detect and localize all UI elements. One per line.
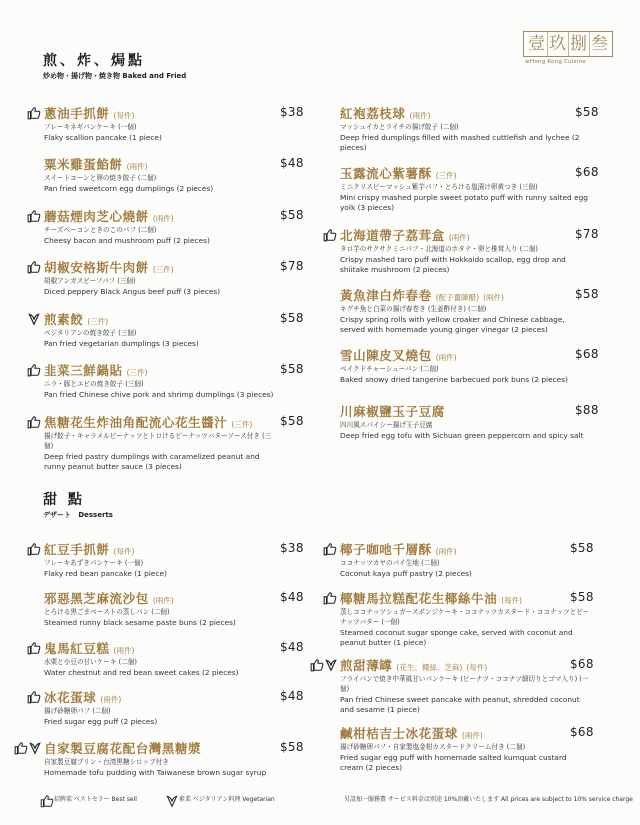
- dish-price: $68: [575, 165, 599, 179]
- menu-item-header: [44, 310, 274, 328]
- portion-tag: (每件): [113, 547, 135, 556]
- portion-tag: (兩件): [483, 293, 504, 302]
- dish-name-japanese: フライパンで焼き中華風甘いパンケーキ (ピーナツ・ココナツ細切りとゴマ入り) (一個): [340, 675, 589, 693]
- menu-item-header: [340, 724, 590, 742]
- dish-name-japanese: 揚げ餃子・キャラメルピーナッツとトロけるピーナッツバターソース付き (三個): [44, 432, 272, 450]
- menu-item-header: [340, 540, 590, 558]
- section-fried-header: [43, 53, 186, 81]
- thumb-up-icon: [27, 641, 41, 655]
- section-subtitle: デザート Desserts: [43, 511, 113, 519]
- menu-item-header: [340, 656, 590, 674]
- leaf-icon: [324, 658, 338, 672]
- dish-name-japanese: とろける黒ごまペーストの蒸しパン (二個): [44, 608, 170, 616]
- dish-price: $48: [280, 640, 304, 654]
- dish-name-english: Pan fried vegetarian dumplings (3 pieces): [44, 338, 199, 348]
- dish-name-english: Crispy mashed taro puff with Hokkaido scallop, egg drop and shiitake mushroom (2 pieces): [340, 254, 566, 274]
- dish-price: $88: [575, 403, 599, 417]
- dish-name-english: Baked snowy dried tangerine barbecued pork buns (2 pieces): [340, 374, 568, 384]
- menu-item-header: [44, 589, 274, 607]
- thumb-up-icon: [40, 794, 52, 806]
- dish-name-english: Coconut kaya puff pastry (2 pieces): [340, 568, 472, 578]
- menu-item-header: [340, 402, 590, 420]
- thumb-up-icon: [323, 228, 337, 242]
- portion-tag: (兩件): [448, 233, 470, 242]
- dish-price: $78: [575, 227, 599, 241]
- section-subtitle: 炒め物・揚げ物・焼き物 Baked and Fried: [43, 72, 187, 80]
- menu-item: [340, 286, 590, 335]
- dish-name-japanese: ミニクリスピーマッシュ紫芋パフ・とろける塩漬け卵黄つき (三個): [340, 183, 538, 191]
- thumb-up-icon: [27, 363, 41, 377]
- dish-name: 北海道帶子荔茸盒: [340, 228, 445, 243]
- menu-item-header: [44, 739, 274, 757]
- dish-name: 胡椒安格斯牛肉餅: [44, 260, 149, 275]
- dish-name-japanese: マッシュイカとライチの揚げ餃子 (二個): [340, 123, 459, 131]
- menu-item-header: [44, 361, 274, 379]
- dish-price: $48: [280, 689, 304, 703]
- menu-item: [340, 226, 590, 275]
- menu-item: [44, 739, 274, 778]
- menu-item-header: [44, 688, 274, 706]
- dish-price: $68: [570, 657, 594, 671]
- dish-name-english: Steamed coconut sugar sponge cake, served with coconut and peanut butter (1 piece): [340, 627, 573, 647]
- dish-name: 韭菜三鮮鍋貼: [44, 363, 123, 378]
- dish-name-english: Deep fried dumplings filled with mashed cuttlefish and lychee (2 pieces): [340, 132, 580, 152]
- dish-price: $58: [575, 287, 599, 301]
- dish-price: $58: [570, 590, 594, 604]
- menu-item: [44, 540, 274, 579]
- leaf-icon: [27, 312, 41, 326]
- menu-item: [44, 207, 274, 246]
- dish-name-english: Crispy spring rolls with yellow croaker and Chinese cabbage, served with homemade young ginger vinegar (2 pieces): [340, 314, 565, 334]
- dish-name-japanese: キグチ魚と白菜の揚げ春巻き (生姜酢付き) (二個): [340, 305, 487, 313]
- dish-name: 鹹柑桔吉士冰花蛋球: [340, 726, 458, 741]
- dish-name-japanese: タロ芋のサクサクミニパフ・北海道のホタテ・卵と椎茸入り (二個): [340, 245, 538, 253]
- dish-name: 蔥油手抓餅: [44, 106, 110, 121]
- portion-tag: (兩件): [435, 353, 457, 362]
- thumb-up-icon: [14, 741, 28, 755]
- thumb-up-icon: [323, 542, 337, 556]
- dish-price: $68: [575, 347, 599, 361]
- portion-tag: (配子薑陳醋): [435, 293, 480, 302]
- portion-tag: (兩件): [126, 162, 148, 171]
- dish-name-japanese: 蒸しココナッツシュガースポンジケーキ・ココナッツカスタード・ココナッツとピーナッツバター (一個): [340, 608, 590, 626]
- thumb-up-icon: [323, 591, 337, 605]
- portion-tag: (兩件): [113, 646, 135, 655]
- portion-tag: (花生、椰絲、芝麻): [396, 663, 463, 672]
- menu-item: [340, 346, 590, 385]
- dish-name: 煎甜薄罉: [340, 658, 393, 673]
- menu-item-header: [340, 286, 590, 304]
- dish-name-english: Pan fried sweetcorn egg dumplings (2 pieces): [44, 183, 214, 193]
- dish-name: 粟米雞蛋餡餅: [44, 157, 123, 172]
- dish-name: 蘑菇煙肉芝心燒餅: [44, 209, 149, 224]
- portion-tag: (三件): [231, 420, 253, 429]
- dish-name-english: Flaky red bean pancake (1 piece): [44, 568, 167, 578]
- menu-item: [44, 361, 274, 400]
- section-title: 甜 點: [43, 492, 85, 508]
- portion-tag: (兩件): [152, 596, 174, 605]
- dish-name: 玉露流心紫薯酥: [340, 166, 432, 181]
- menu-item: [340, 402, 590, 441]
- portion-tag: (三件): [435, 171, 457, 180]
- restaurant-logo: [523, 31, 613, 77]
- logo-char: 叁: [591, 34, 608, 54]
- dish-name: 川麻椒鹽玉子豆腐: [340, 404, 445, 419]
- leaf-icon: [165, 794, 177, 806]
- menu-item: [340, 540, 590, 579]
- section-dessert-header: [43, 492, 113, 520]
- thumb-up-icon: [27, 542, 41, 556]
- dish-name-english: Pan fried Chinese sweet pancake with peanut, shredded coconut and sesame (1 piece): [340, 694, 580, 714]
- menu-item: [340, 589, 590, 648]
- menu-item: [340, 656, 590, 715]
- thumb-up-icon: [27, 209, 41, 223]
- dish-name: 椰糖馬拉糕配花生椰絲牛油: [340, 591, 498, 606]
- section-title: 煎、炸、焗點: [43, 53, 145, 69]
- dish-price: $58: [575, 105, 599, 119]
- dish-name: 自家製豆腐花配台灣黑糖漿: [44, 741, 202, 756]
- dish-price: $58: [570, 541, 594, 555]
- logo-subtitle: ≡Hong Kong Cuisine: [525, 59, 586, 65]
- thumb-up-icon: [27, 690, 41, 704]
- dish-name-japanese: 揚げ砂糖卵パフ (二個): [44, 707, 111, 715]
- portion-tag: (兩件): [100, 695, 122, 704]
- portion-tag: (每件): [501, 596, 523, 605]
- dish-name-japanese: 四川風スパイシー揚げ玉子豆腐: [340, 421, 433, 429]
- portion-tag: (每件): [466, 663, 488, 672]
- portion-tag: (兩件): [409, 111, 431, 120]
- menu-item-header: [340, 226, 590, 244]
- dish-name: 煎素餃: [44, 312, 84, 327]
- portion-tag: (兩件): [461, 731, 483, 740]
- dish-name-japanese: スイートコーンと卵の焼き餃子 (二個): [44, 174, 157, 182]
- dish-name-japanese: ココナッツカヤのパイ生地 (二個): [340, 559, 440, 567]
- dish-name-english: Water chestnut and red bean sweet cakes (2 pieces): [44, 667, 239, 677]
- dish-name-english: Steamed runny black sesame paste buns (2 pieces): [44, 617, 236, 627]
- dish-name: 黃魚津白炸春卷: [340, 288, 432, 303]
- dish-name-english: Pan fried Chinese chive pork and shrimp dumplings (3 pieces): [44, 389, 274, 399]
- menu-item: [340, 724, 590, 773]
- menu-item-header: [44, 258, 274, 276]
- dish-price: $58: [280, 208, 304, 222]
- portion-tag: (兩件): [435, 547, 457, 556]
- menu-item-header: [44, 413, 274, 431]
- dish-name-japanese: フレーキあずきパンケーキ (一個): [44, 559, 144, 567]
- menu-item-header: [44, 639, 274, 657]
- menu-item: [44, 413, 274, 472]
- logo-char: 壹: [527, 32, 548, 56]
- dish-name-english: Mini crispy mashed purple sweet potato puff with runny salted egg yolk (3 pieces): [340, 192, 588, 212]
- dish-price: $38: [280, 541, 304, 555]
- dish-name-japanese: チーズベーコンときのこのパフ (二個): [44, 226, 157, 234]
- dish-name-japanese: ニラ・豚とエビの焼き餃子 (三個): [44, 380, 144, 388]
- menu-item-header: [44, 155, 274, 173]
- dish-name-english: Cheesy bacon and mushroom puff (2 pieces): [44, 235, 210, 245]
- menu-item: [340, 104, 590, 153]
- dish-name-english: Deep fried pastry dumplings with caramelized peanut and runny peanut butter sauce (3 pieces): [44, 451, 260, 471]
- dish-price: $58: [280, 414, 304, 428]
- dish-name: 紅豆手抓餅: [44, 542, 110, 557]
- dish-price: $58: [280, 311, 304, 325]
- dish-name-japanese: 水栗と小豆の甘いケーキ (二個): [44, 658, 137, 666]
- dish-name: 鬼馬紅豆糕: [44, 641, 110, 656]
- dish-name-japanese: 揚げ砂糖卵パフ・自家製塩金柑カスタードクリーム付き (二個): [340, 743, 526, 751]
- dish-name-english: Homemade tofu pudding with Taiwanese brown sugar syrup: [44, 767, 267, 777]
- dish-name: 邪惡黑芝麻流沙包: [44, 591, 149, 606]
- menu-item-header: [340, 589, 590, 607]
- menu-item: [44, 155, 274, 194]
- portion-tag: (每件): [113, 111, 135, 120]
- thumb-up-icon: [310, 658, 324, 672]
- dish-name-english: Fried sugar egg puff (2 pieces): [44, 716, 158, 726]
- menu-item-header: [44, 207, 274, 225]
- dish-name: 冰花蛋球: [44, 690, 97, 705]
- dish-name-japanese: ベイクドチャーシューパン (二個): [340, 365, 439, 373]
- dish-name: 焦糖花生炸油角配流心花生醬汁: [44, 415, 228, 430]
- logo-seal: [523, 31, 613, 57]
- dish-name-english: Diced peppery Black Angus beef puff (3 pieces): [44, 286, 221, 296]
- dish-price: $38: [280, 105, 304, 119]
- thumb-up-icon: [27, 106, 41, 120]
- dish-price: $58: [280, 740, 304, 754]
- menu-item: [44, 258, 274, 297]
- dish-name-english: Deep fried egg tofu with Sichuan green peppercorn and spicy salt: [340, 430, 584, 440]
- service-charge-note: 另設加一服務費 サービス料金は別途 10%頂戴いたします All prices are subject to 10% service charge: [344, 796, 633, 803]
- dish-name-japanese: 自家製豆腐プリン・台湾黒糖シロップ付き: [44, 758, 169, 766]
- dish-name: 雪山陳皮叉燒包: [340, 348, 432, 363]
- dish-name-english: Fried sugar egg puff with homemade salted kumquat custard cream (2 pieces): [340, 752, 567, 772]
- dish-name: 椰子咖吔千層酥: [340, 542, 432, 557]
- dish-name-japanese: ベジタリアンの焼き餃子 (三個): [44, 329, 137, 337]
- dish-price: $48: [280, 590, 304, 604]
- dish-price: $68: [570, 725, 594, 739]
- thumb-up-icon: [27, 260, 41, 274]
- menu-item: [44, 688, 274, 727]
- dish-name: 紅袍荔枝球: [340, 106, 406, 121]
- dish-price: $78: [280, 259, 304, 273]
- menu-item: [44, 310, 274, 349]
- thumb-up-icon: [27, 415, 41, 429]
- menu-item-header: [340, 104, 590, 122]
- menu-item: [44, 589, 274, 628]
- menu-item-header: [340, 346, 590, 364]
- portion-tag: (三件): [87, 317, 109, 326]
- dish-price: $48: [280, 156, 304, 170]
- dish-price: $58: [280, 362, 304, 376]
- portion-tag: (三件): [126, 368, 148, 377]
- leaf-icon: [28, 741, 42, 755]
- logo-char: 玖: [548, 32, 569, 56]
- menu-item-header: [44, 104, 274, 122]
- dish-name-japanese: フレーキネギパンケーキ (一個): [44, 123, 137, 131]
- dish-name-japanese: 胡椒アンガスビーフパフ (三個): [44, 277, 136, 285]
- portion-tag: (兩件): [152, 214, 174, 223]
- menu-item-header: [340, 164, 590, 182]
- logo-char: 捌: [569, 32, 590, 56]
- legend-best-sell: 招牌菜 ベストセラー Best sell: [40, 793, 137, 807]
- dish-name-english: Flaky scallion pancake (1 piece): [44, 132, 162, 142]
- menu-item: [340, 164, 590, 213]
- portion-tag: (三件): [152, 265, 174, 274]
- menu-item: [44, 104, 274, 143]
- menu-item: [44, 639, 274, 678]
- menu-item-header: [44, 540, 274, 558]
- legend-vegetarian: 素菜 ベジタリアン料理 Vegetarian: [165, 793, 275, 807]
